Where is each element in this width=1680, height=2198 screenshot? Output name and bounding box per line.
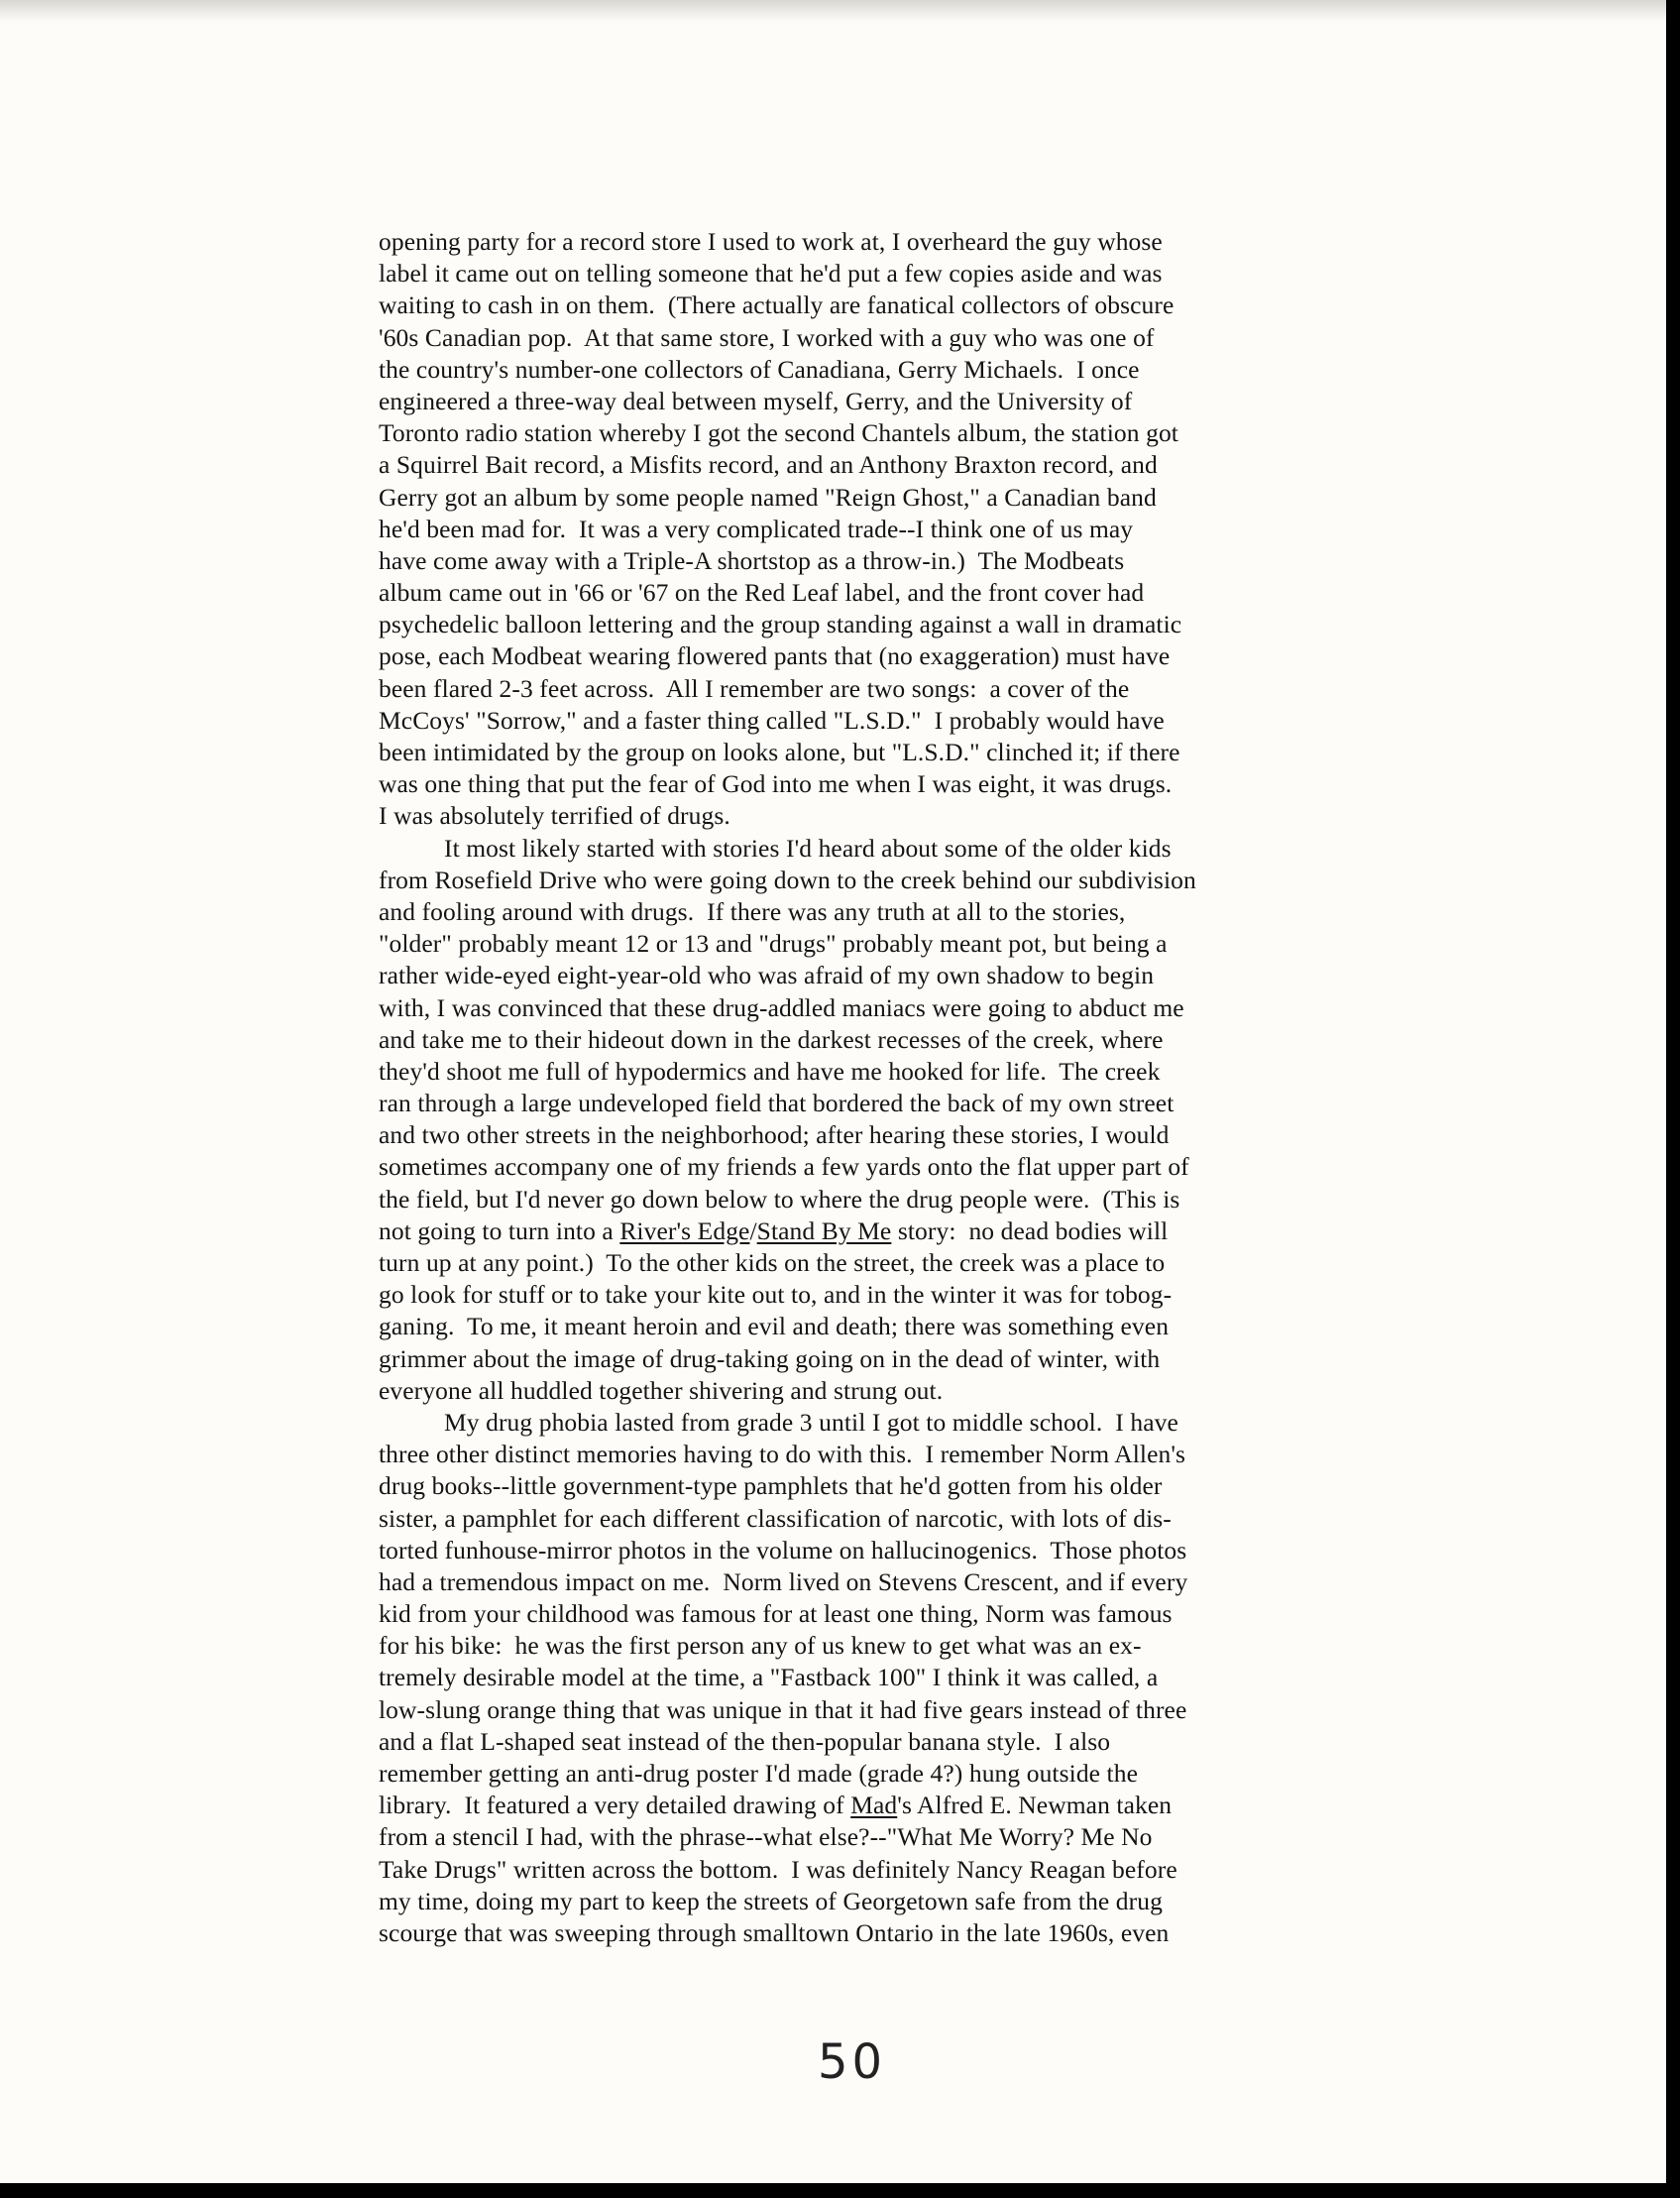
text-line: psychedelic balloon lettering and the group standing against a wall in dramatic	[379, 610, 1182, 639]
text-line: had a tremendous impact on me. Norm lived on Stevens Crescent, and if every	[379, 1566, 1188, 1596]
text-line: scourge that was sweeping through smalltown Ontario in the late 1960s, even	[379, 1917, 1170, 1947]
text-segment: story: no dead bodies will	[891, 1215, 1169, 1245]
film-title-rivers-edge: River's Edge	[619, 1215, 750, 1245]
text-line: I was absolutely terrified of drugs.	[379, 801, 730, 831]
text-line: grimmer about the image of drug-taking going on in the dead of winter, with	[379, 1343, 1161, 1373]
text-line: been intimidated by the group on looks alone, but "L.S.D." clinched it; if there	[379, 738, 1180, 766]
page-number: 50	[818, 2034, 887, 2090]
text-line: a Squirrel Bait record, a Misfits record, and an Anthony Braxton record, and	[379, 450, 1158, 480]
text-line: torted funhouse-mirror photos in the volume on hallucinogenics. Those photos	[379, 1535, 1187, 1564]
text-line: drug books--little government-type pamphlets that he'd gotten from his older	[379, 1471, 1163, 1501]
film-title-stand-by-me: Stand By Me	[756, 1215, 892, 1245]
text-segment: not going to turn into a	[379, 1215, 620, 1245]
paragraph-start-line: My drug phobia lasted from grade 3 until I got to middle school. I have	[444, 1407, 1178, 1437]
text-line: waiting to cash in on them. (There actually are fanatical collectors of obscure	[379, 290, 1175, 320]
text-line: Take Drugs" written across the bottom. I was definitely Nancy Reagan before	[379, 1854, 1177, 1884]
text-segment: /	[749, 1215, 757, 1245]
text-line: the field, but I'd never go down below to where the drug people were. (This is	[379, 1184, 1180, 1214]
text-line: go look for stuff or to take your kite out to, and in the winter it was for tobog-	[379, 1280, 1173, 1310]
body-text	[379, 226, 1439, 1949]
text-line: sister, a pamphlet for each different classification of narcotic, with lots of dis-	[379, 1503, 1172, 1533]
text-segment: library. It featured a very detailed drawing of	[379, 1791, 851, 1820]
text-line: been flared 2-3 feet across. All I remember are two songs: a cover of the	[379, 673, 1130, 703]
text-line: three other distinct memories having to do with this. I remember Norm Allen's	[379, 1440, 1186, 1469]
text-line: from Rosefield Drive who were going down to the creek behind our subdivision	[379, 865, 1196, 894]
text-line: Toronto radio station whereby I got the second Chantels album, the station got	[379, 418, 1178, 448]
text-line: from a stencil I had, with the phrase--what else?--"What Me Worry? Me No	[379, 1822, 1153, 1852]
text-line-with-title	[379, 1790, 1439, 1821]
text-line: Gerry got an album by some people named "Reign Ghost," a Canadian band	[379, 482, 1157, 512]
text-line: have come away with a Triple-A shortstop as a throw-in.) The Modbeats	[379, 545, 1125, 575]
text-line: and take me to their hideout down in the darkest recesses of the creek, where	[379, 1024, 1164, 1054]
text-line: tremely desirable model at the time, a "Fastback 100" I think it was called, a	[379, 1663, 1159, 1692]
text-line: was one thing that put the fear of God into me when I was eight, it was drugs.	[379, 769, 1173, 799]
text-line: kid from your childhood was famous for at least one thing, Norm was famous	[379, 1599, 1173, 1629]
text-line: pose, each Modbeat wearing flowered pants that (no exaggeration) must have	[379, 641, 1171, 671]
text-line: with, I was convinced that these drug-addled maniacs were going to abduct me	[379, 992, 1184, 1022]
text-line: ran through a large undeveloped field that bordered the back of my own street	[379, 1089, 1175, 1118]
text-segment: 's Alfred E. Newman taken	[897, 1791, 1173, 1820]
paragraph-start-line: It most likely started with stories I'd heard about some of the older kids	[444, 833, 1172, 863]
text-line: and two other streets in the neighborhood; after hearing these stories, I would	[379, 1120, 1170, 1150]
text-line: label it came out on telling someone that he'd put a few copies aside and was	[379, 259, 1163, 289]
text-line-with-titles	[379, 1215, 1439, 1247]
text-line: rather wide-eyed eight-year-old who was afraid of my own shadow to begin	[379, 961, 1155, 990]
text-line: engineered a three-way deal between myself, Gerry, and the University of	[379, 386, 1133, 415]
text-line: low-slung orange thing that was unique in that it had five gears instead of three	[379, 1694, 1187, 1724]
text-line: remember getting an anti-drug poster I'd made (grade 4?) hung outside the	[379, 1759, 1139, 1788]
text-line: and a flat L-shaped seat instead of the then-popular banana style. I also	[379, 1726, 1111, 1756]
text-line: opening party for a record store I used to work at, I overheard the guy whose	[379, 227, 1163, 256]
text-line: for his bike: he was the first person any of us knew to get what was an ex-	[379, 1631, 1142, 1661]
text-line: and fooling around with drugs. If there was any truth at all to the stories,	[379, 896, 1126, 926]
text-line: McCoys' "Sorrow," and a faster thing called "L.S.D." I probably would have	[379, 705, 1165, 735]
magazine-title-mad: Mad	[850, 1791, 898, 1820]
text-line: '60s Canadian pop. At that same store, I worked with a guy who was one of	[379, 322, 1155, 352]
text-line: he'd been mad for. It was a very complicated trade--I think one of us may	[379, 514, 1134, 543]
text-line: my time, doing my part to keep the streets of Georgetown safe from the drug	[379, 1886, 1163, 1915]
text-line: album came out in '66 or '67 on the Red Leaf label, and the front cover had	[379, 578, 1145, 608]
scan-edge-shadow	[0, 0, 1666, 22]
text-line: ganing. To me, it meant heroin and evil and death; there was something even	[379, 1312, 1170, 1341]
text-line: the country's number-one collectors of Canadiana, Gerry Michaels. I once	[379, 354, 1140, 384]
text-line: they'd shoot me full of hypodermics and have me hooked for life. The creek	[379, 1056, 1161, 1086]
text-line: everyone all huddled together shivering and strung out.	[379, 1375, 944, 1405]
text-line: "older" probably meant 12 or 13 and "drugs" probably meant pot, but being a	[379, 929, 1168, 959]
text-line: turn up at any point.) To the other kids on the street, the creek was a place to	[379, 1248, 1166, 1277]
text-line: sometimes accompany one of my friends a few yards onto the flat upper part of	[379, 1152, 1189, 1182]
